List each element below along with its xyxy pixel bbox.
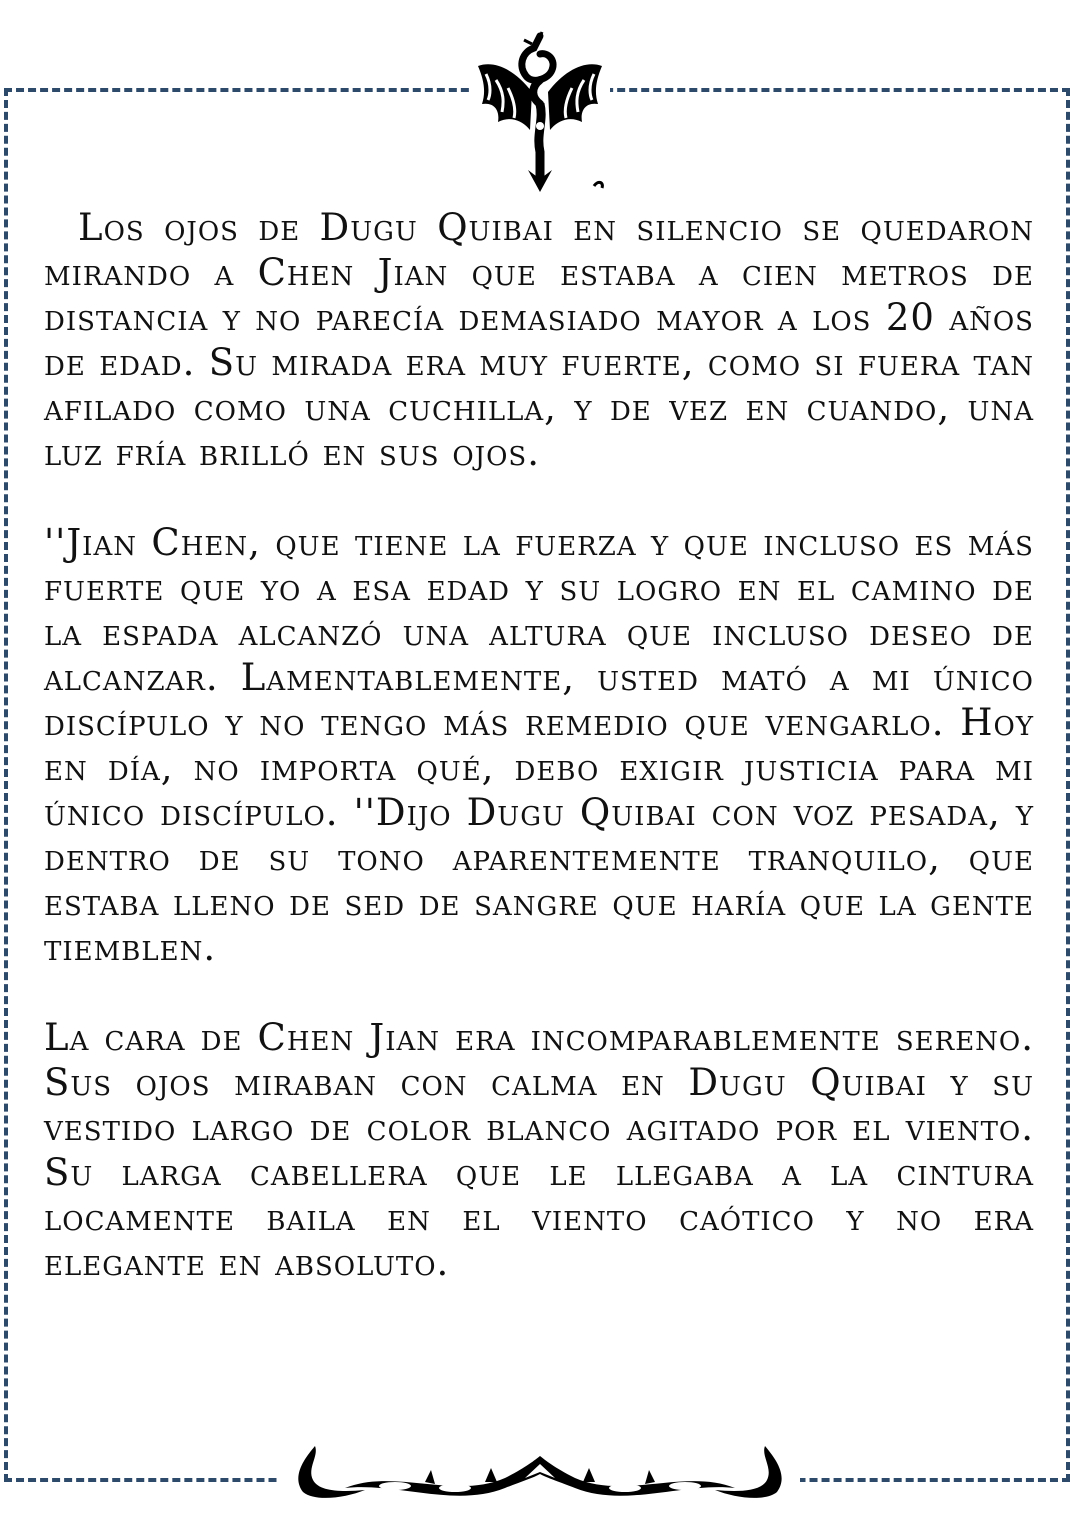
paragraph: ''Jian Chen, que tiene la fuerza y que incluso es más fuerte que yo a esa edad y su logro en el camino de la espada alcanzó una altura que incluso deseo de alcanzar. Lamentablemente, usted mató a mi único discípulo y no tengo más remedio que vengarlo. Hoy en día, no importa qué, debo exigir justicia para mi único discípulo. ''Dijo Dugu Quibai con voz pesada, y dentro de su tono aparentemente tranquilo, que estaba lleno de sed de sangre que haría que la gente tiemblen. bbox=[44, 521, 1034, 969]
tribal-flourish-icon bbox=[285, 1438, 795, 1508]
paragraph: La cara de Chen Jian era incomparablemente sereno. Sus ojos miraban con calma en Dugu Quibai y su vestido largo de color blanco agitado por el viento. Su larga cabellera que le llegaba a la cintura locamente baila en el viento caótico y no era elegante en absoluto. bbox=[44, 1016, 1034, 1284]
paragraph: Los ojos de Dugu Quibai en silencio se quedaron mirando a Chen Jian que estaba a cien metros de distancia y no parecía demasiado mayor a los 20 años de edad. Su mirada era muy fuerte, como si fuera tan afilado como una cuchilla, y de vez en cuando, una luz fría brilló en sus ojos. bbox=[44, 206, 1034, 474]
dragon-emblem-icon bbox=[470, 30, 610, 200]
body-text bbox=[44, 205, 1034, 1330]
